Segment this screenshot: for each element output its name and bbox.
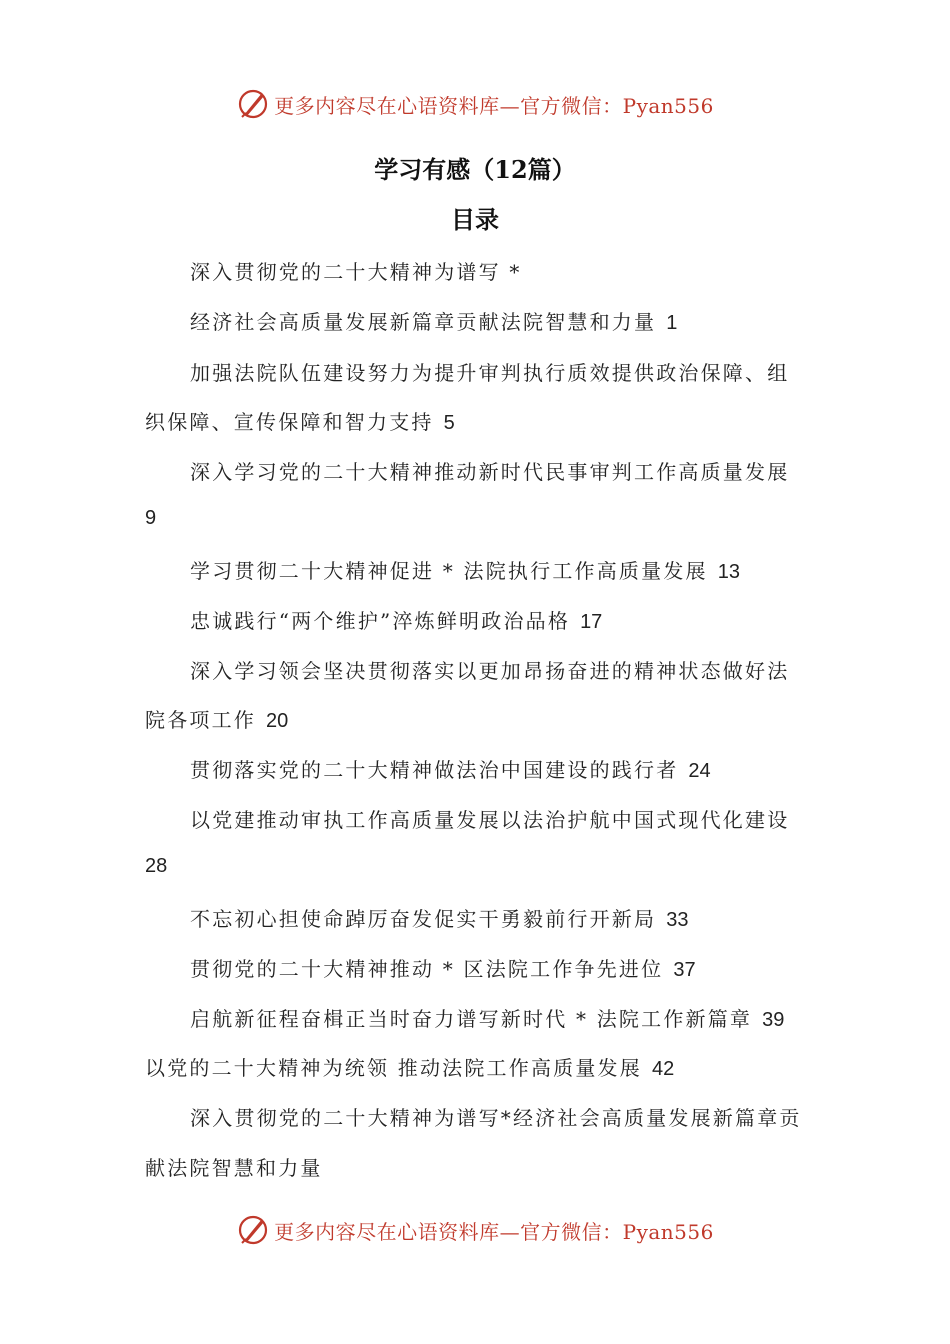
toc-entry-7 [190,655,789,684]
toc-entry-title: 贯彻党的二十大精神推动 * 区法院工作争先进位 [190,957,664,981]
toc-page-number: 33 [666,909,689,931]
toc-page-number: 37 [673,959,696,981]
toc-page-number: 42 [651,1058,675,1080]
toc-page-number: 24 [688,760,711,782]
toc-entry-title: 织保障、宣传保障和智力支持 [145,410,434,434]
toc-entry-title: 深入学习党的二十大精神推动新时代民事审判工作高质量发展 [190,460,790,484]
body-line-2: 献法院智慧和力量 [145,1156,323,1180]
watermark-text: 更多内容尽在心语资料库—官方微信：Pyan556 [274,1219,714,1244]
toc-entry-1 [190,256,522,285]
document-title: 学习有感（12篇） [374,155,576,184]
toc-entry-title: 学习贯彻二十大精神促进 * 法院执行工作高质量发展 [190,559,708,583]
toc-entry-9 [190,804,789,833]
toc-entry-title: 贯彻落实党的二十大精神做法治中国建设的践行者 [190,758,679,782]
quill-pen-logo-icon [236,87,270,121]
toc-entry-title: 忠诚践行“两个维护”淬炼鲜明政治品格 [190,609,571,633]
quill-pen-logo-icon [236,1213,270,1247]
toc-entry-title: 院各项工作 [145,708,256,732]
toc-entry-8 [190,754,711,783]
toc-entry-title: 不忘初心担使命踔厉奋发促实干勇毅前行开新局 [190,907,657,931]
toc-entry-12 [190,1003,784,1032]
toc-entry-title: 经济社会高质量发展新篇章贡献法院智慧和力量 [190,310,657,334]
toc-page-number: 28 [145,855,168,877]
body-line-1: 深入贯彻党的二十大精神为谱写*经济社会高质量发展新篇章贡 [190,1106,802,1130]
toc-entry-13 [145,1052,674,1081]
toc-entry-11 [190,953,696,982]
toc-entry-4-cont [145,505,156,530]
toc-entry-title: 以党的二十大精神为统领 推动法院工作高质量发展 [145,1056,642,1080]
toc-page-number: 9 [145,507,157,529]
toc-entry-3 [190,357,789,386]
header-watermark-banner [0,84,950,124]
toc-entry-title: 深入学习领会坚决贯彻落实以更加昂扬奋进的精神状态做好法 [190,659,790,683]
toc-page-number: 13 [717,561,740,583]
watermark-text: 更多内容尽在心语资料库—官方微信：Pyan556 [274,93,714,118]
toc-heading: 目录 [451,205,499,234]
footer-watermark-banner [0,1210,950,1250]
toc-entry-5 [190,555,740,584]
toc-entry-4 [190,456,789,485]
toc-page-number: 39 [762,1009,785,1031]
toc-page-number: 1 [666,312,678,334]
toc-entry-title: 启航新征程奋楫正当时奋力谱写新时代 * 法院工作新篇章 [190,1007,753,1031]
toc-entry-10 [190,903,688,932]
toc-entry-title: 以党建推动审执工作高质量发展以法治护航中国式现代化建设 [190,808,790,832]
toc-page-number: 17 [580,611,603,633]
toc-entry-7-cont [145,704,288,733]
toc-entry-6 [190,605,602,634]
toc-entry-title: 深入贯彻党的二十大精神为谱写 * [190,260,522,284]
toc-entry-title: 加强法院队伍建设努力为提升审判执行质效提供政治保障、组 [190,361,790,385]
toc-entry-9-cont [145,853,167,878]
toc-entry-3-cont [145,406,455,435]
toc-entry-2 [190,306,677,335]
toc-page-number: 5 [443,412,455,434]
toc-page-number: 20 [266,710,289,732]
